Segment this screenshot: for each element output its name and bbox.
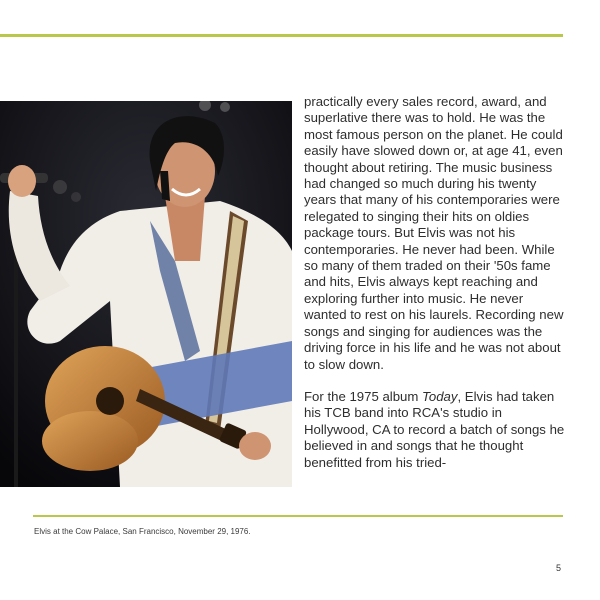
performer-illustration — [0, 101, 292, 487]
page-number: 5 — [556, 563, 562, 573]
top-divider-rule — [0, 34, 563, 37]
bottom-divider-rule — [33, 515, 563, 517]
paragraph-2-lead: For the 1975 album — [304, 388, 423, 404]
paragraph-2-rest: , Elvis had taken his TCB band into RCA's studio in Hollywood, CA to record a batch of songs he believed in and songs that he thought benefitted from his tried- — [304, 388, 565, 470]
photo-caption: Elvis at the Cow Palace, San Francisco, November 29, 1976. — [34, 527, 251, 536]
article-paragraph-2 — [304, 389, 566, 471]
concert-photo — [0, 101, 292, 487]
album-title-italic: Today — [422, 388, 458, 404]
article-paragraph-1: practically every sales record, award, and superlative there was to hold. He was the most famous person on the planet. He could easily have slowed down or, at age 41, even thought about retiring. The music business had changed so much during his twenty years that many of his contemporaries were relegated to singing their hits on oldies package tours. But Elvis was not his contemporaries. He never had been. While so many of them traded on their '50s fame and hits, Elvis always kept reaching and exploring further into music. He never wanted to rest on his laurels. Recording new songs and singing for audiences was the driving force in his life and he was not about to slow down. — [304, 94, 564, 372]
article-body — [304, 94, 566, 471]
